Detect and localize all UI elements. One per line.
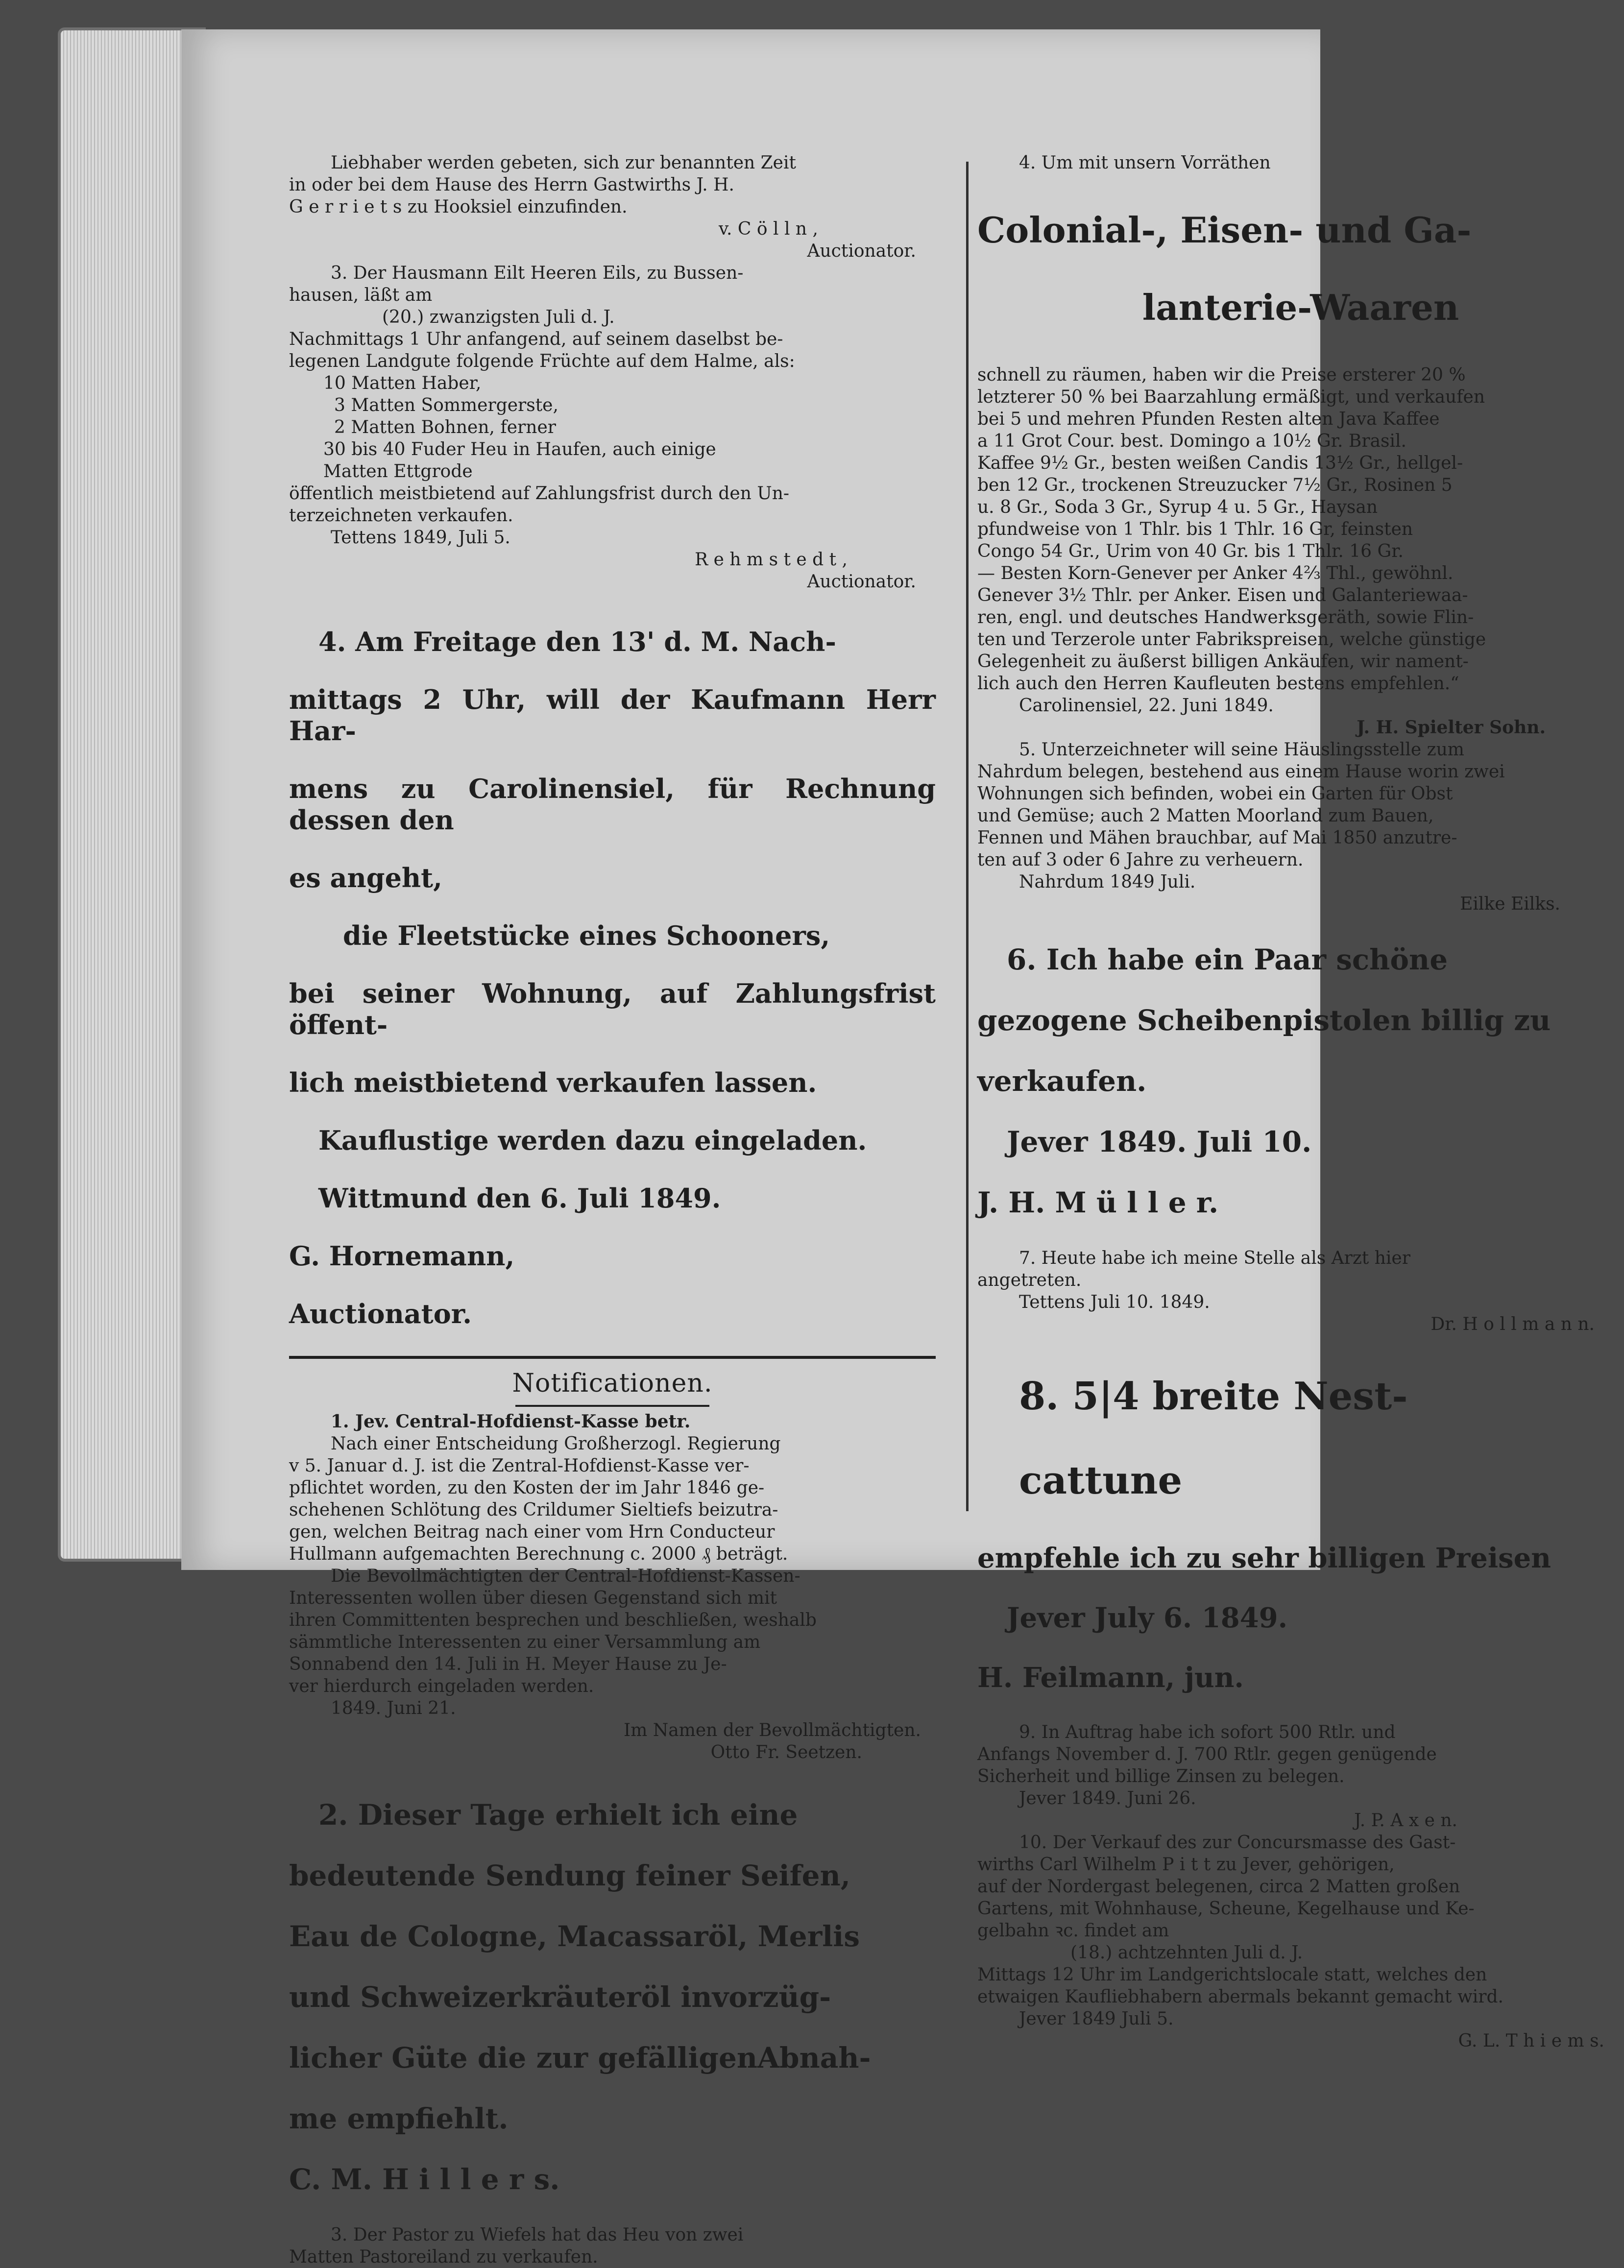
item8-place-date: Jever July 6. 1849.	[1007, 1602, 1288, 1634]
notice1-name: Otto Fr. Seetzen.	[710, 1742, 862, 1762]
item4-body-line: bei 5 und mehren Pfunden Resten alten Java Kaffee	[977, 409, 1440, 429]
signature-name: G. Hornemann,	[289, 1240, 515, 1272]
notice1-line: ihren Committenten besprechen und beschließen, weshalb	[289, 1610, 817, 1630]
item10-line: auf der Nordergast belegenen, circa 2 Matten großen	[977, 1877, 1460, 1897]
signature-title: Auctionator.	[807, 572, 916, 592]
item10-signature: G. L. T h i e m s.	[1458, 2031, 1604, 2051]
item5-line: und Gemüse; auch 2 Matten Moorland zum Bauen,	[977, 806, 1434, 826]
item4-body-line: — Besten Korn-Genever per Anker 4⅔ Thl., gewöhnl.	[977, 563, 1454, 583]
item3-tail-line: öffentlich meistbietend auf Zahlungsfrist durch den Un-	[289, 483, 790, 504]
item3-tail-line: terzeichneten verkaufen.	[289, 506, 513, 526]
item5-line: Wohnungen sich befinden, wobei ein Garten für Obst	[977, 784, 1453, 804]
item3-list-item: 10 Matten Haber,	[323, 373, 482, 393]
left-column	[289, 152, 936, 2268]
item4-tail-line: lich meistbietend verkaufen lassen.	[289, 1067, 817, 1098]
item4-object: die Fleetstücke eines Schooners,	[343, 920, 830, 951]
item3-date: (20.) zwanzigsten Juli d. J.	[382, 307, 615, 327]
item4-title-line: lanterie-Waaren	[1142, 287, 1459, 328]
item10-line: gelbahn ꝛc. findet am	[977, 1921, 1169, 1941]
notice2-line: me empfiehlt.	[289, 2102, 509, 2135]
notice1-signature: Im Namen der Bevollmächtigten.	[623, 1720, 921, 1740]
item4-place-date: Carolinensiel, 22. Juni 1849.	[1019, 696, 1274, 716]
item4-body-line: lich auch den Herren Kaufleuten bestens empfehlen.“	[977, 674, 1459, 694]
signature-title: Auctionator.	[289, 1298, 472, 1329]
item6-signature: J. H. M ü l l e r.	[977, 1186, 1219, 1219]
item3-line: 3. Der Hausmann Eilt Heeren Eils, zu Bussen-	[331, 263, 744, 283]
item10-line: Gartens, mit Wohnhause, Scheune, Kegelhause und Ke-	[977, 1899, 1475, 1919]
item6-line: verkaufen.	[977, 1064, 1147, 1098]
item6-place-date: Jever 1849. Juli 10.	[1007, 1125, 1312, 1158]
item7-place-date: Tettens Juli 10. 1849.	[1019, 1292, 1210, 1312]
newspaper-page	[181, 29, 1604, 2267]
item5-line: 5. Unterzeichneter will seine Häuslingsstelle zum	[1019, 740, 1464, 760]
notice1-line: v 5. Januar d. J. ist die Zentral-Hofdienst-Kasse ver-	[289, 1456, 750, 1476]
notice3-line: 3. Der Pastor zu Wiefels hat das Heu von zwei	[331, 2225, 744, 2245]
notice1-line: Die Bevollmächtigten der Central-Hofdienst-Kassen-	[331, 1566, 800, 1586]
notice2-line: licher Güte die zur gefälligenAbnah-	[289, 2041, 871, 2075]
item4-line: mens zu Carolinensiel, für Rechnung dessen den	[289, 773, 936, 836]
item3-body-line: Nachmittags 1 Uhr anfangend, auf seinem daselbst be-	[289, 329, 783, 349]
item3-body-line: legenen Landgute folgende Früchte auf dem Halme, als:	[289, 351, 795, 371]
heading-underline	[515, 1405, 709, 1407]
notice2-line: bedeutende Sendung feiner Seifen,	[289, 1859, 850, 1892]
item8-headline: 8. 5|4 breite Nest-	[1019, 1374, 1408, 1419]
item4-title-line: Colonial-, Eisen- und Ga-	[977, 209, 1472, 251]
item7-line: angetreten.	[977, 1270, 1082, 1290]
item4-line: 4. Am Freitage den 13' d. M. Nach-	[318, 626, 836, 657]
item4-lead: 4. Um mit unsern Vorräthen	[1019, 153, 1271, 173]
item9-line: Sicherheit und billige Zinsen zu belegen.	[977, 1766, 1345, 1786]
item10-tail-line: Mittags 12 Uhr im Landgerichtslocale statt, welches den	[977, 1965, 1487, 1985]
notice2-line: Eau de Cologne, Macassaröl, Merlis	[289, 1920, 860, 1953]
column-rule	[966, 162, 969, 1511]
item4-tail-line: bei seiner Wohnung, auf Zahlungsfrist öffent-	[289, 978, 936, 1040]
notice1-title: 1. Jev. Central-Hofdienst-Kasse betr.	[331, 1411, 691, 1432]
item9-line: Anfangs November d. J. 700 Rtlr. gegen genügende	[977, 1744, 1437, 1764]
item4-body-line: Genever 3½ Thlr. per Anker. Eisen und Galanteriewaa-	[977, 585, 1468, 605]
notice1-line: gen, welchen Beitrag nach einer vom Hrn Conducteur	[289, 1522, 775, 1542]
item9-signature: J. P. A x e n.	[1354, 1810, 1457, 1831]
item10-place-date: Jever 1849 Juli 5.	[1019, 2009, 1174, 2029]
notice1-date: 1849. Juni 21.	[331, 1698, 456, 1718]
notice1-line: Hullmann aufgemachten Berechnung c. 2000 ₰ beträgt.	[289, 1544, 788, 1564]
item4-line: mittags 2 Uhr, will der Kaufmann Herr Har-	[289, 684, 936, 747]
item4-body-line: Gelegenheit zu äußerst billigen Ankäufen, wir nament-	[977, 651, 1469, 672]
notice1-line: Nach einer Entscheidung Großherzogl. Regierung	[331, 1434, 781, 1454]
item4-body-line: schnell zu räumen, haben wir die Preise ersterer 20 %	[977, 365, 1466, 385]
item9-place-date: Jever 1849. Juni 26.	[1019, 1788, 1196, 1809]
item5-line: ten auf 3 oder 6 Jahre zu verheuern.	[977, 850, 1304, 870]
intro-line: in oder bei dem Hause des Herrn Gastwirths J. H.	[289, 175, 734, 195]
notice3-line: Matten Pastoreiland zu verkaufen.	[289, 2247, 598, 2267]
item10-line: 10. Der Verkauf des zur Concursmasse des Gast-	[1019, 1833, 1456, 1853]
item5-place-date: Nahrdum 1849 Juli.	[1019, 872, 1196, 892]
item8-headline: cattune	[1019, 1458, 1183, 1503]
item3-line: hausen, läßt am	[289, 285, 433, 305]
item8-signature: H. Feilmann, jun.	[977, 1662, 1244, 1694]
item6-line: 6. Ich habe ein Paar schöne	[1007, 943, 1448, 976]
notice2-line: und Schweizerkräuteröl invorzüg-	[289, 1980, 831, 2014]
item4-body-line: ben 12 Gr., trockenen Streuzucker 7½ Gr., Rosinen 5	[977, 475, 1453, 495]
item4-signature: J. H. Spielter Sohn.	[1357, 717, 1546, 738]
item7-signature: Dr. H o l l m a n n.	[1430, 1314, 1595, 1334]
item3-list-item: Matten Ettgrode	[323, 461, 473, 482]
item4-body-line: Kaffee 9½ Gr., besten weißen Candis 13½ Gr., hellgel-	[977, 453, 1463, 473]
item10-line: wirths Carl Wilhelm P i t t zu Jever, gehörigen,	[977, 1855, 1395, 1875]
item4-body-line: ren, engl. und deutsches Handwerksgeräth, sowie Flin-	[977, 607, 1474, 627]
item5-signature: Eilke Eilks.	[1460, 894, 1560, 914]
notice1-line: ver hierdurch eingeladen werden.	[289, 1676, 594, 1696]
item4-body-line: a 11 Grot Cour. best. Domingo a 10½ Gr. Brasil.	[977, 431, 1406, 451]
notice2-signature: C. M. H i l l e r s.	[289, 2163, 560, 2196]
notice1-line: Sonnabend den 14. Juli in H. Meyer Hause zu Je-	[289, 1654, 727, 1674]
item4-body-line: ten und Terzerole unter Fabrikspreisen, welche günstige	[977, 629, 1486, 650]
item4-line: es angeht,	[289, 862, 442, 893]
item8-line: empfehle ich zu sehr billigen Preisen	[977, 1542, 1551, 1574]
item4-place-date: Wittmund den 6. Juli 1849.	[318, 1182, 721, 1214]
item4-body-line: u. 8 Gr., Soda 3 Gr., Syrup 4 u. 5 Gr., Haysan	[977, 497, 1378, 517]
item3-list-item: 3 Matten Sommergerste,	[334, 395, 558, 415]
signature-name: v. C ö l l n ,	[718, 219, 818, 239]
intro-line: G e r r i e t s zu Hooksiel einzufinden.	[289, 197, 628, 217]
item3-list-item: 30 bis 40 Fuder Heu in Haufen, auch einige	[323, 439, 716, 459]
item10-tail-line: etwaigen Kaufliebhabern abermals bekannt gemacht wird.	[977, 1987, 1503, 2007]
item4-body-line: letzterer 50 % bei Baarzahlung ermäßigt, und verkaufen	[977, 387, 1485, 407]
item4-invite: Kauflustige werden dazu eingeladen.	[318, 1125, 867, 1156]
item5-line: Fennen und Mähen brauchbar, auf Mai 1850 anzutre-	[977, 828, 1457, 848]
notice2-line: 2. Dieser Tage erhielt ich eine	[318, 1798, 798, 1832]
item4-body-line: Congo 54 Gr., Urim von 40 Gr. bis 1 Thlr. 16 Gr.	[977, 541, 1404, 561]
item3-list-item: 2 Matten Bohnen, ferner	[334, 417, 556, 437]
notice1-line: pflichtet worden, zu den Kosten der im Jahr 1846 ge-	[289, 1478, 765, 1498]
intro-line: Liebhaber werden gebeten, sich zur benannten Zeit	[331, 153, 796, 173]
notice1-line: sämmtliche Interessenten zu einer Versammlung am	[289, 1632, 761, 1652]
item10-date: (18.) achtzehnten Juli d. J.	[1070, 1943, 1303, 1963]
right-column	[977, 152, 1624, 2052]
signature-title: Auctionator.	[807, 241, 916, 261]
item9-line: 9. In Auftrag habe ich sofort 500 Rtlr. und	[1019, 1722, 1396, 1742]
item5-line: Nahrdum belegen, bestehend aus einem Hause worin zwei	[977, 762, 1505, 782]
notice1-line: schehenen Schlötung des Crildumer Sieltiefs beizutra-	[289, 1500, 778, 1520]
item3-place-date: Tettens 1849, Juli 5.	[331, 528, 510, 548]
item6-line: gezogene Scheibenpistolen billig zu	[977, 1004, 1551, 1037]
notice1-line: Interessenten wollen über diesen Gegenstand sich mit	[289, 1588, 777, 1608]
section-divider	[289, 1356, 936, 1359]
item4-body-line: pfundweise von 1 Thlr. bis 1 Thlr. 16 Gr, feinsten	[977, 519, 1413, 539]
section-heading: Notificationen.	[512, 1369, 713, 1398]
signature-name: R e h m s t e d t ,	[695, 550, 848, 570]
item7-line: 7. Heute habe ich meine Stelle als Arzt hier	[1019, 1248, 1410, 1268]
